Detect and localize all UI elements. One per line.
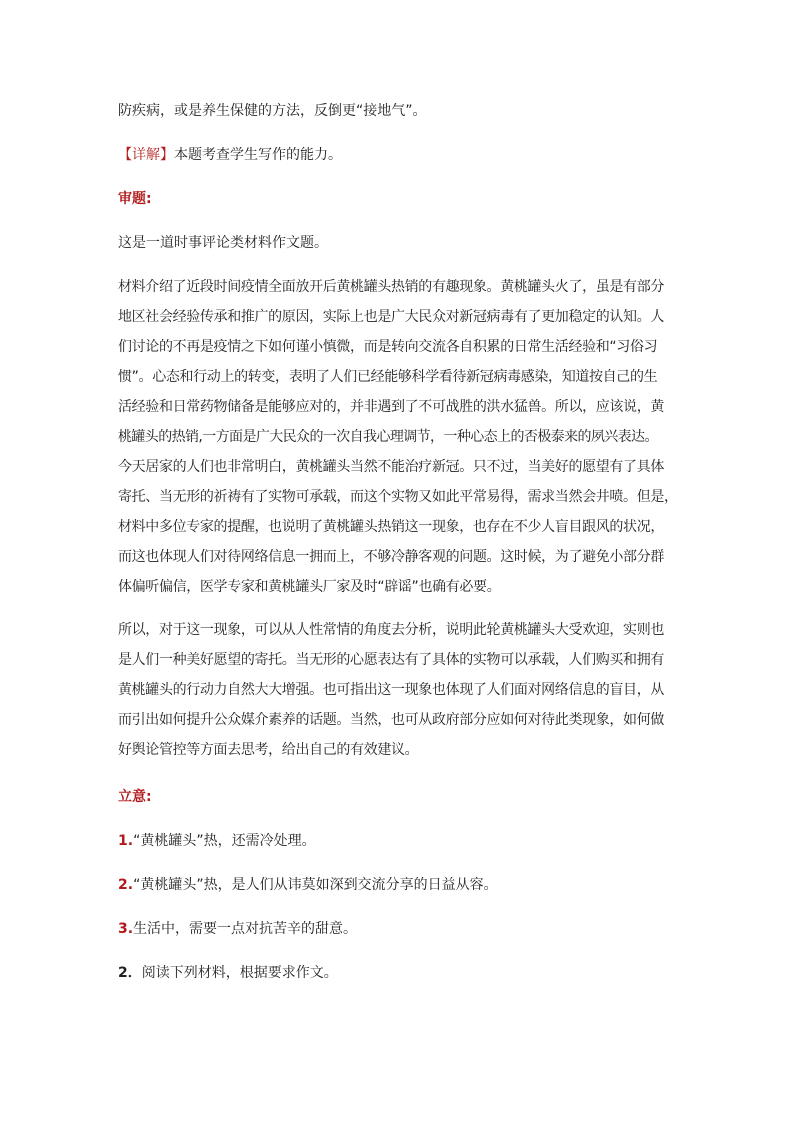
analysis-line: 活经验和日常药物储备是能够应对的，并非遇到了不可战胜的洪水猛兽。所以，应该说，黄	[118, 399, 664, 415]
analysis-line: 今天居家的人们也非常明白，黄桃罐头当然不能治疗新冠。只不过，当美好的愿望有了具体	[118, 459, 664, 475]
review-intro: 这是一道时事评论类材料作文题。	[118, 235, 328, 251]
detail-line	[118, 140, 678, 170]
analysis-line: 寄托、当无形的祈祷有了实物可承载，而这个实物又如此平常易得，需求当然会井喷。但是，	[118, 489, 678, 505]
idea-text: “黄桃罐头”热，是人们从讳莫如深到交流分享的日益从容。	[133, 877, 498, 893]
analysis-line: 而这也体现人们对待网络信息一拥而上，不够冷静客观的问题。这时候，为了避免小部分群	[118, 549, 664, 565]
suggestion-line: 黄桃罐头的行动力自然大大增强。也可指出这一现象也体现了人们面对网络信息的盲目，从	[118, 682, 664, 698]
analysis-line: 材料中多位专家的提醒，也说明了黄桃罐头热销这一现象，也存在不少人盲目跟风的状况，	[118, 519, 664, 535]
suggestion-line: 是人们一种美好愿望的寄托。当无形的心愿表达有了具体的实物可以承载，人们购买和拥有	[118, 652, 664, 668]
analysis-line: 们讨论的不再是疫情之下如何谨小慎微，而是转向交流各自积累的日常生活经验和“习俗习	[118, 339, 658, 355]
suggestion-line: 好舆论管控等方面去思考，给出自己的有效建议。	[118, 742, 419, 758]
analysis-line: 材料介绍了近段时间疫情全面放开后黄桃罐头热销的有趣现象。黄桃罐头火了，虽是有部分	[118, 279, 664, 295]
idea-text: “黄桃罐头”热，还需冷处理。	[133, 833, 316, 849]
idea-item	[118, 914, 678, 944]
idea-item	[118, 826, 678, 856]
idea-number: 1.	[118, 833, 134, 849]
idea-number: 2.	[118, 877, 134, 893]
analysis-line: 惯”。心态和行动上的转变，表明了人们已经能够科学看待新冠病毒感染，知道按自己的生	[118, 369, 658, 385]
suggestion-line: 所以，对于这一现象，可以从人性常情的角度去分析，说明此轮黄桃罐头大受欢迎，实则也	[118, 622, 664, 638]
suggestion-line: 而引出如何提升公众媒介素养的话题。当然，也可从政府部分应如何对待此类现象，如何做	[118, 712, 664, 728]
review-heading: 审题:	[118, 191, 152, 207]
question-number: 2．	[118, 965, 142, 981]
analysis-line: 体偏听偏信，医学专家和黄桃罐头厂家及时“辟谣”也确有必要。	[118, 579, 501, 595]
detail-tag: 【详解】	[118, 147, 174, 163]
suggestion-paragraph	[118, 615, 678, 765]
idea-text: 生活中，需要一点对抗苦辛的甜意。	[133, 921, 358, 937]
idea-number: 3.	[118, 921, 134, 937]
idea-heading: 立意:	[118, 789, 152, 805]
idea-item	[118, 870, 678, 900]
analysis-paragraph	[118, 272, 678, 602]
document-content	[118, 96, 678, 988]
detail-text: 本题考查学生写作的能力。	[174, 147, 342, 163]
next-question	[118, 958, 678, 988]
analysis-line: 桃罐头的热销,一方面是广大民众的一次自我心理调节，一种心态上的否极泰来的夙兴表达。	[118, 429, 658, 445]
analysis-line: 地区社会经验传承和推广的原因，实际上也是广大民众对新冠病毒有了更加稳定的认知。人	[118, 309, 664, 325]
question-text: 阅读下列材料，根据要求作文。	[141, 965, 338, 981]
intro-line: 防疾病，或是养生保健的方法，反倒更“接地气”。	[118, 103, 427, 119]
